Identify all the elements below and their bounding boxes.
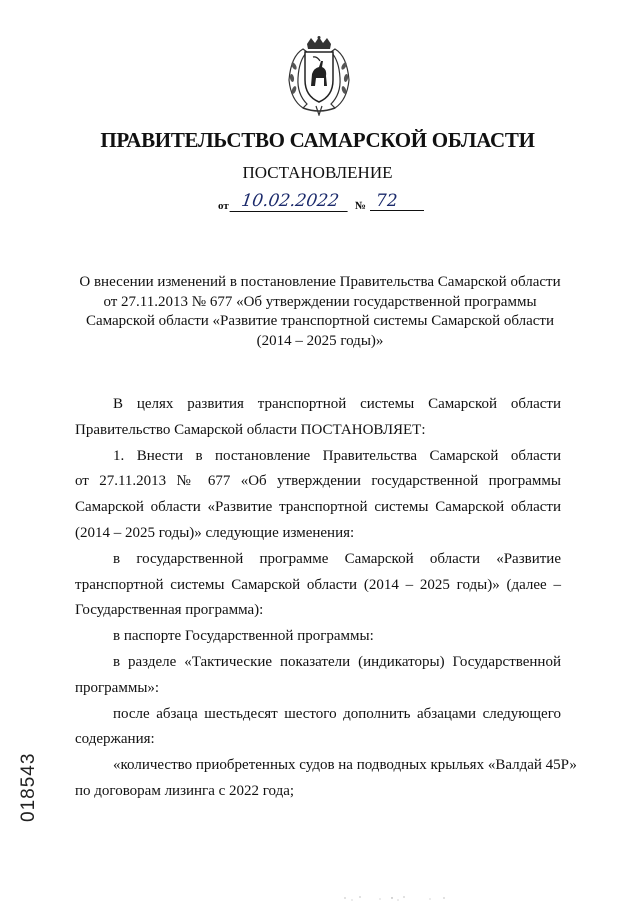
body-line: содержания:: [75, 731, 155, 748]
body-line: (2014 – 2025 годы)» следующие изменения:: [75, 524, 355, 541]
body-line: после абзаца шестьдесят шестого дополнить абзацами следующего: [113, 705, 561, 722]
body-line: по договорам лизинга с 2022 года;: [75, 782, 295, 799]
date-prefix-label: от: [218, 200, 229, 212]
government-title: ПРАВИТЕЛЬСТВО САМАРСКОЙ ОБЛАСТИ: [100, 128, 535, 152]
handwritten-number: 72: [370, 191, 424, 211]
document-type: ПОСТАНОВЛЕНИЕ: [242, 163, 393, 182]
body-line: от 27.11.2013 № 677 «Об утверждении государственной программы: [75, 473, 561, 490]
scan-specks: [340, 893, 460, 903]
body-line: Правительство Самарской области ПОСТАНОВЛЯЕТ:: [75, 421, 426, 438]
document-body: [75, 392, 577, 805]
handwritten-date: 10.02.2022: [230, 191, 351, 212]
subject-line: О внесении изменений в постановление Правительства Самарской области: [79, 274, 561, 290]
subject-line: Самарской области «Развитие транспортной системы Самарской области: [85, 313, 555, 329]
coat-of-arms-emblem: [283, 36, 355, 116]
body-line: 1. Внести в постановление Правительства Самарской области: [113, 447, 561, 464]
body-line: программы»:: [75, 679, 160, 696]
registration-number: 018543: [18, 752, 39, 822]
body-line: «количество приобретенных судов на подводных крыльях «Валдай 45Р»: [113, 757, 577, 774]
body-line: Государственная программа):: [75, 602, 264, 619]
subject-line: (2014 – 2025 годы)»: [256, 332, 384, 349]
document-subject: [70, 273, 570, 351]
body-line: Самарской области «Развитие транспортной системы Самарской области: [75, 499, 561, 516]
subject-line: от 27.11.2013 № 677 «Об утверждении государственной программы: [103, 293, 537, 310]
body-line: в паспорте Государственной программы:: [113, 628, 374, 645]
body-line: В целях развития транспортной системы Самарской области: [113, 396, 561, 412]
body-line: в разделе «Тактические показатели (индикаторы) Государственной: [113, 653, 561, 670]
date-number-line: [218, 191, 438, 215]
number-prefix-label: №: [355, 200, 367, 212]
body-line: транспортной системы Самарской области (2014 – 2025 годы)» (далее –: [75, 576, 561, 593]
body-line: в государственной программе Самарской области «Развитие: [113, 550, 561, 567]
